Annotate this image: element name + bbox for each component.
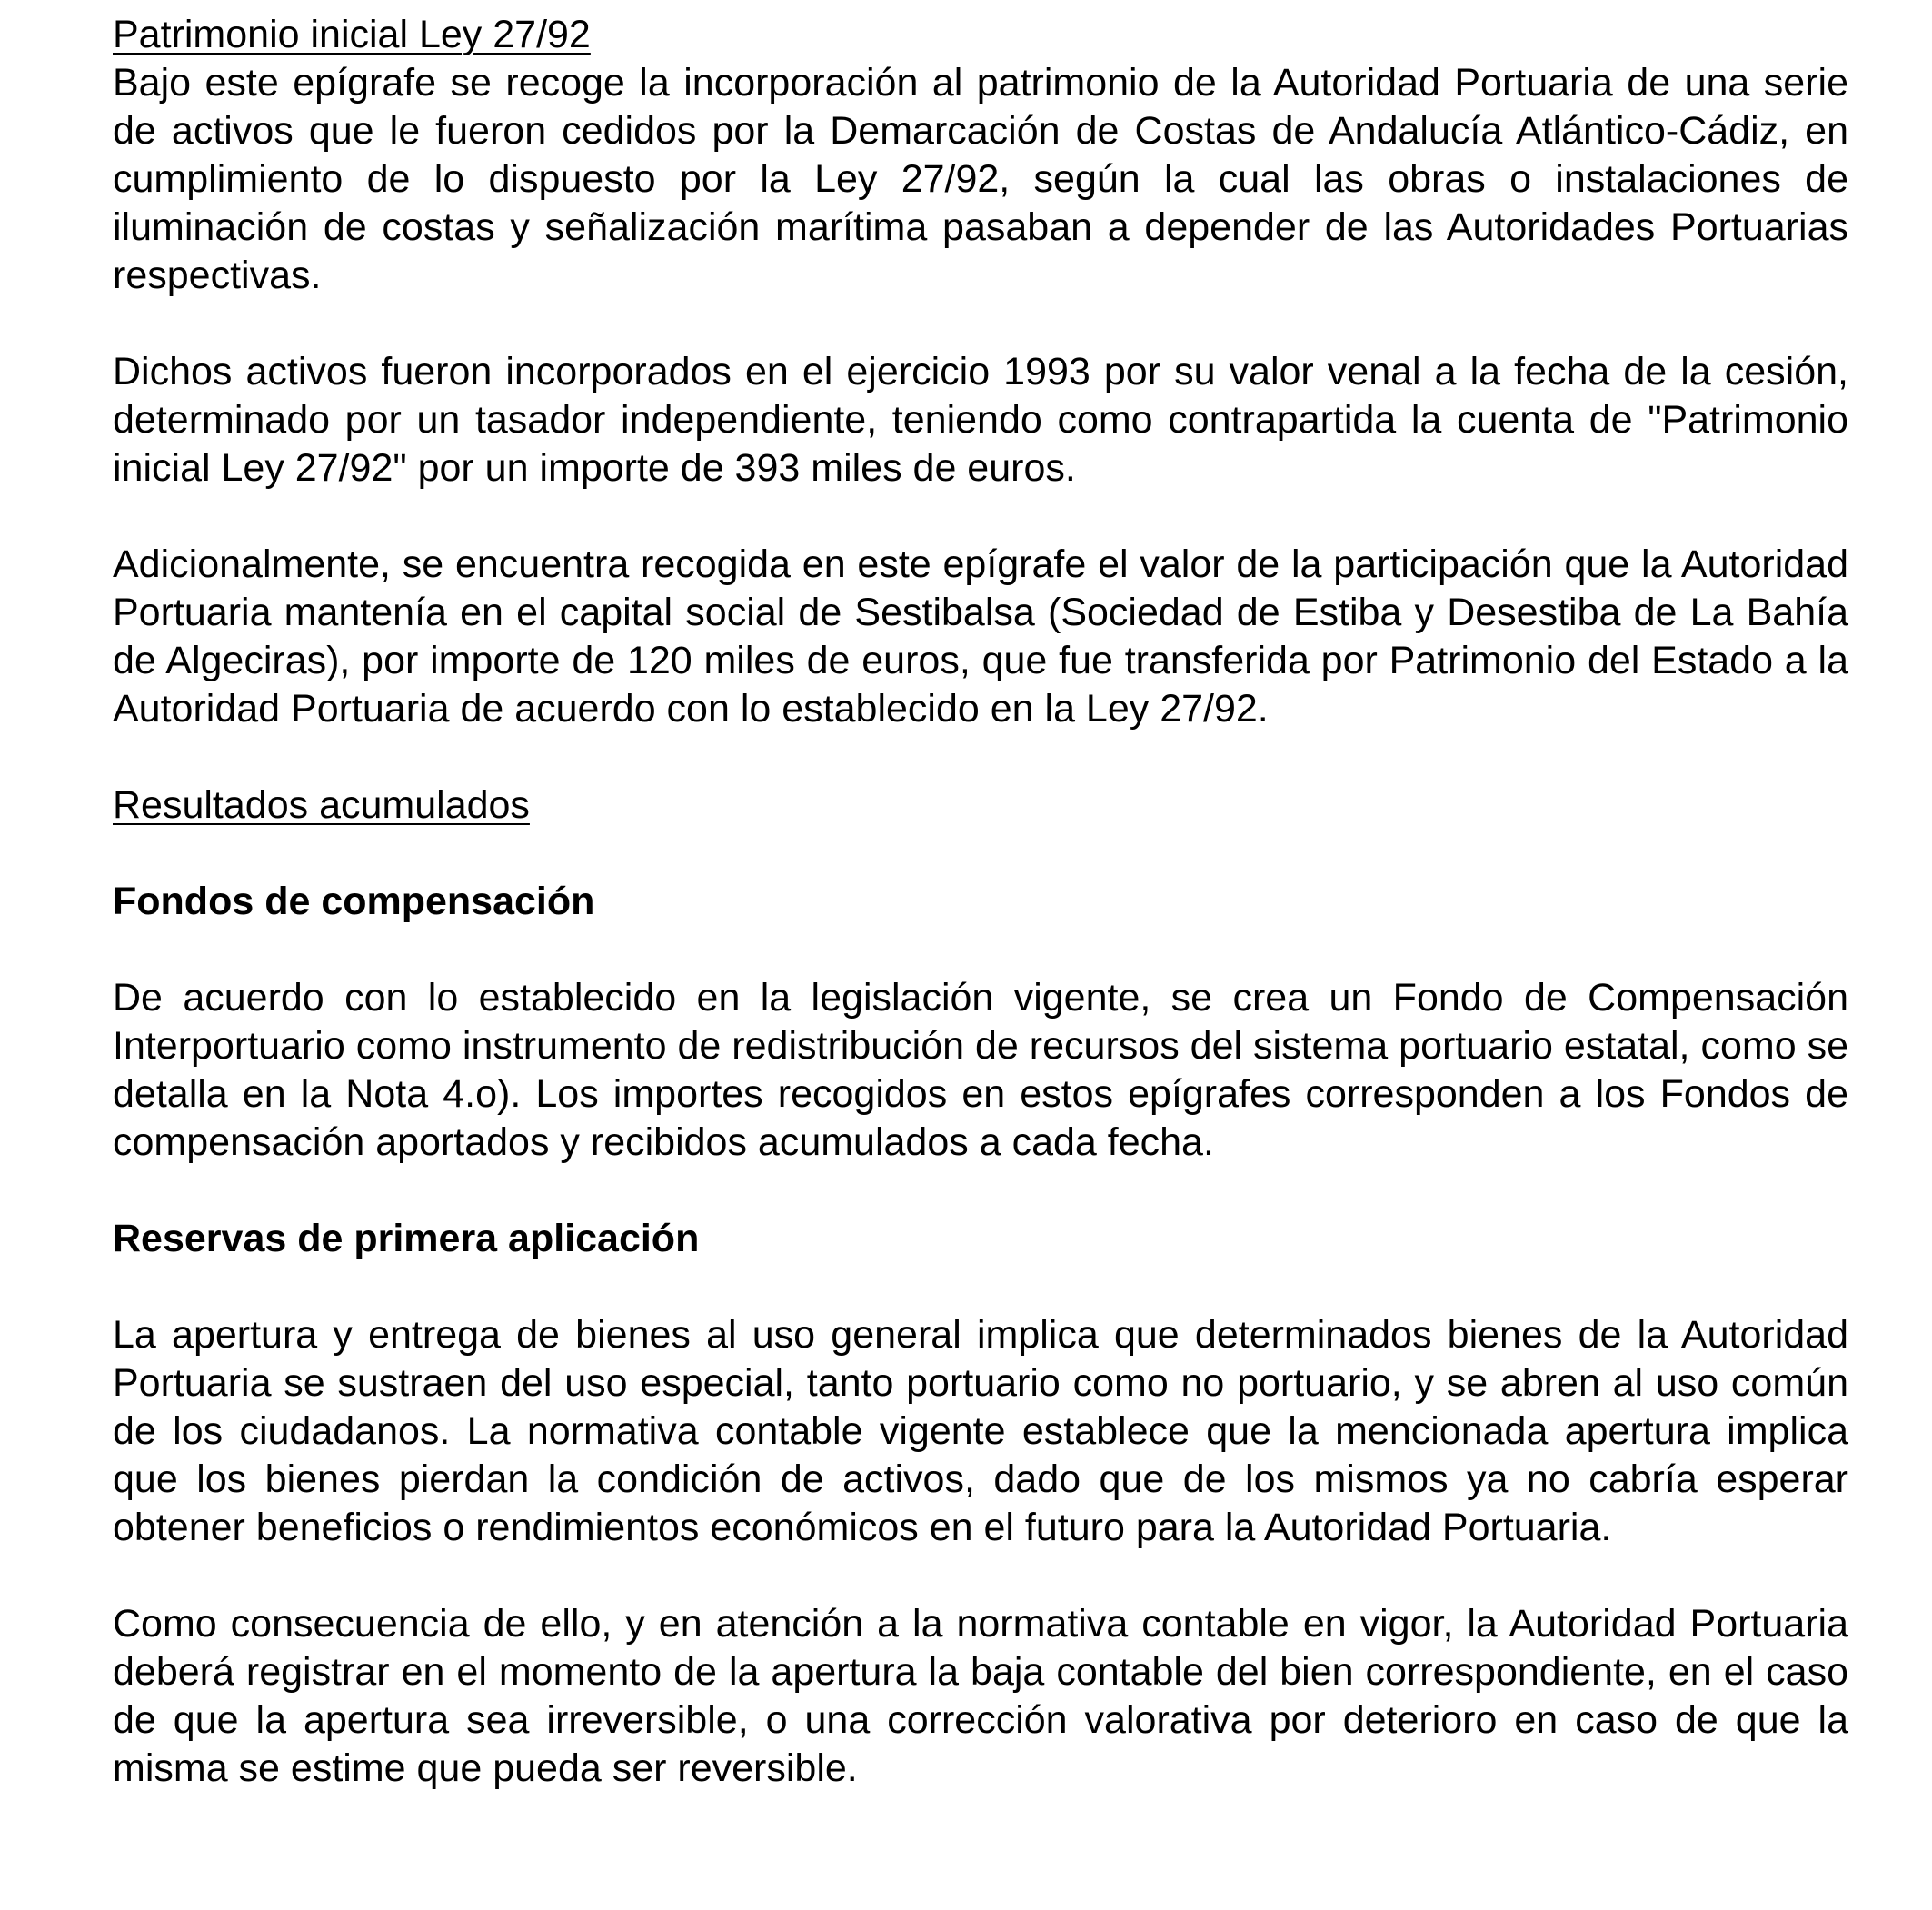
document-page [113, 0, 1848, 1793]
paragraph-patrimonio-3: Adicionalmente, se encuentra recogida en este epígrafe el valor de la participación que la Autoridad Portuaria mantenía en el capital social de Sestibalsa (Sociedad de Estiba y Desestiba de La Bahía de Algeciras), por importe de 120 miles de euros, que fue transferida por Patrimonio del Estado a la Autoridad Portuaria de acuerdo con lo establecido en la Ley 27/92. [113, 542, 1848, 731]
heading-resultados-acumulados: Resultados acumulados [113, 783, 530, 827]
heading-reservas-primera-aplicacion: Reservas de primera aplicación [113, 1217, 700, 1260]
paragraph-reservas-1: La apertura y entrega de bienes al uso general implica que determinados bienes de la Autoridad Portuaria se sustraen del uso especial, tanto portuario como no portuario, y se abren al uso común de los ciudadanos. La normativa contable vigente establece que la mencionada apertura implica que los bienes pierdan la condición de activos, dado que de los mismos ya no cabría esperar obtener beneficios o rendimientos económicos en el futuro para la Autoridad Portuaria. [113, 1313, 1848, 1549]
paragraph-reservas-2: Como consecuencia de ello, y en atención a la normativa contable en vigor, la Autoridad Portuaria deberá registrar en el momento de la apertura la baja contable del bien correspondiente, en el caso de que la apertura sea irreversible, o una corrección valorativa por deterioro en caso de que la misma se estime que pueda ser reversible. [113, 1602, 1848, 1790]
heading-fondos-compensacion: Fondos de compensación [113, 880, 595, 923]
heading-patrimonio-inicial: Patrimonio inicial Ley 27/92 [113, 13, 591, 56]
paragraph-patrimonio-1: Bajo este epígrafe se recoge la incorporación al patrimonio de la Autoridad Portuaria de una serie de activos que le fueron cedidos por la Demarcación de Costas de Andalucía Atlántico-Cádiz, en cumplimiento de lo dispuesto por la Ley 27/92, según la cual las obras o instalaciones de iluminación de costas y señalización marítima pasaban a depender de las Autoridades Portuarias respectivas. [113, 61, 1848, 297]
paragraph-fondos-1: De acuerdo con lo establecido en la legislación vigente, se crea un Fondo de Compensación Interportuario como instrumento de redistribución de recursos del sistema portuario estatal, como se detalla en la Nota 4.o). Los importes recogidos en estos epígrafes corresponden a los Fondos de compensación aportados y recibidos acumulados a cada fecha. [113, 976, 1848, 1164]
paragraph-patrimonio-2: Dichos activos fueron incorporados en el ejercicio 1993 por su valor venal a la fecha de la cesión, determinado por un tasador independiente, teniendo como contrapartida la cuenta de "Patrimonio inicial Ley 27/92" por un importe de 393 miles de euros. [113, 350, 1848, 490]
